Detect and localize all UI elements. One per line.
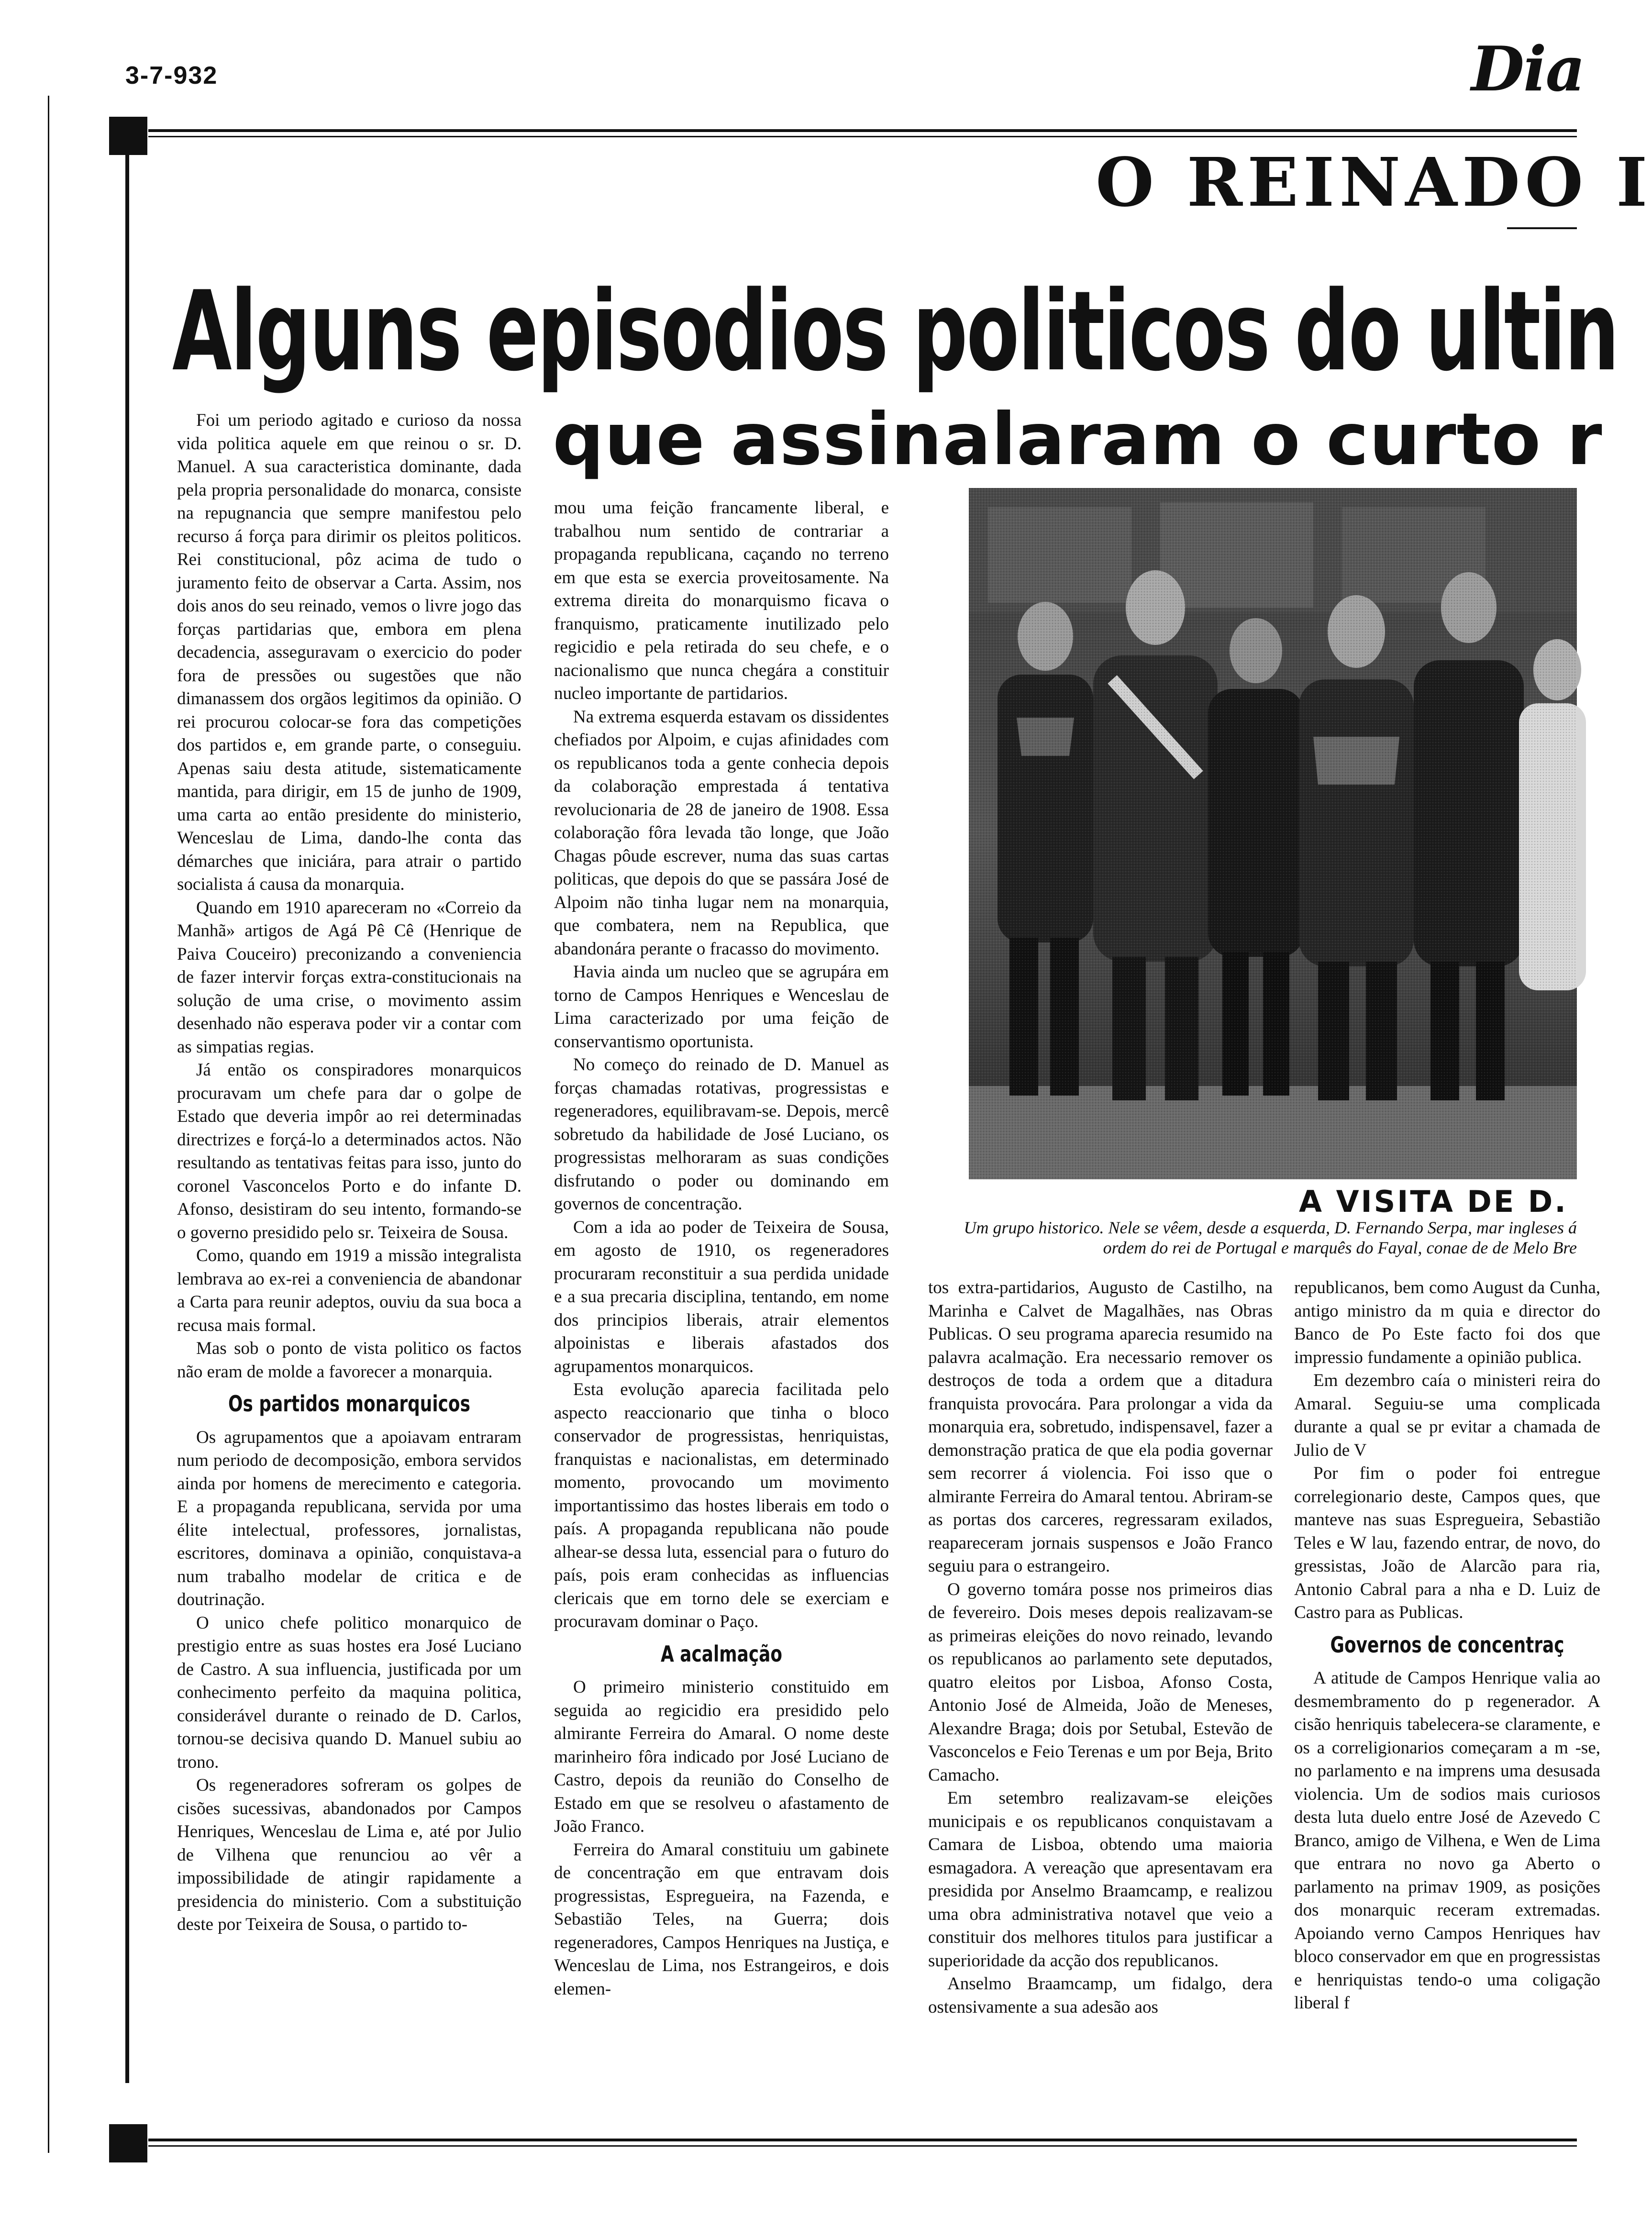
corner-block-top <box>109 117 147 155</box>
paragraph: Ferreira do Amaral constituiu um gabinete de concentração em que entravam dois progressistas, Espregueira, na Fazenda, e Sebastião Teles, na Guerra; dois regeneradores, Campos Henriques na Justiça, e Wenceslau de Lima, nos Estrangeiros, e dois elemen- <box>554 1840 889 1999</box>
article-column-1 <box>177 409 521 1937</box>
paragraph: Como, quando em 1919 a missão integralista lembrava ao ex-rei a conveniencia de abandonar a Carta para reunir adeptos, ouviu da sua boca a recusa mais formal. <box>177 1246 521 1335</box>
photo-caption: Um grupo historico. Nele se vêem, desde a esquerda, D. Fernando Serpa, mar ingleses á ordem do rei de Portugal e marquês do Fayal, conae de de Melo Bre <box>964 1218 1577 1257</box>
paragraph: Os regeneradores sofreram os golpes de cisões sucessivas, abandonados por Campos Henriques, Wenceslau de Lima e, até por Julio de Vilhena que renunciou ao vêr a impossibilidade de atingir rapidamente a presidencia do ministerio. Com a substituição deste por Teixeira de Sousa, o partido to- <box>177 1775 521 1934</box>
photo-title: A VISITA DE D. <box>1299 1184 1568 1219</box>
paragraph: No começo do reinado de D. Manuel as forças chamadas rotativas, progressistas e regeneradores, equilibravam-se. Depois, mercê sobretudo da habilidade de José Luciano, os progressistas melhoraram as suas condições disfrutando o poder ou dominando em governos de concentração. <box>554 1055 889 1214</box>
paragraph: Quando em 1910 apareceram no «Correio da Manhã» artigos de Agá Pê Cê (Henrique de Paiva Couceiro) preconizando a conveniencia de fazer intervir forças extra-constitucionais na solução de uma crise, o movimento assim desenhado não esperava poder vir a contar com as simpatias regias. <box>177 898 521 1057</box>
paragraph: Na extrema esquerda estavam os dissidentes chefiados por Alpoim, e cujas afinidades com os republicanos toda a gente conhecia depois da colaboração emprestada á tentativa revolucionaria de 28 de janeiro de 1908. Essa colaboração fôra levada tão longe, que João Chagas pôude escrever, numa das suas cartas politicas, que depois do que se passára José de Alpoim não tinha lugar nem na monarquia, que combatera, nem na Republica, que abandonára perante o fracasso do movimento. <box>554 707 889 959</box>
paragraph: Os agrupamentos que a apoiavam entraram num periodo de decomposição, embora servidos ainda por homens de merecimento e categoria. E a propaganda republicana, servida por uma élite intelectual, professores, jornalistas, escritores, dominava a opinião, conquistava-a num trabalho modelar de critica e de doutrinação. <box>177 1427 521 1609</box>
newspaper-masthead: Dia <box>1471 33 1585 105</box>
subsection-heading: A acalmação <box>661 1640 782 1667</box>
paragraph: Com a ida ao poder de Teixeira de Sousa, em agosto de 1910, os regeneradores procuraram reconstituir a sua perdida unidade e a sua precaria disciplina, tentando, em nome dos principios liberais, atrair elementos alpoinistas e liberais afastados dos agrupamentos monarquicos. <box>554 1217 889 1376</box>
bottom-rule-thin <box>148 2145 1577 2147</box>
paragraph: mou uma feição francamente liberal, e trabalhou num sentido de contrariar a propaganda republicana, caçando no terreno em que esta se exercia proveitosamente. Na extrema direita do monarquismo ficava o franquismo, praticamente inutilizado pelo regicidio e pela retirada do seu chefe, e o nacionalismo que nunca chegára a constituir nucleo importante de partidarios. <box>554 498 889 703</box>
section-title: O REINADO I <box>1096 144 1652 222</box>
subheadline: que assinalaram o curto r <box>553 398 1603 481</box>
paragraph: A atitude de Campos Henrique valia ao desmembramento do p regenerador. A cisão henriquis tabelecera-se claramente, e os a correligionarios começaram a m -se, no parlamento e na imprens uma desusada violencia. Um de sodios mais curiosos desta luta duelo entre José de Azevedo C Branco, amigo de Vilhena, e Wen de Lima que entrara no novo ga Aberto o parlamento na primav 1909, as posições dos monarquic receram extremadas. Apoiando verno Campos Henriques hav bloco conservador em que en progressistas e henriquistas tendo-o uma coligação liberal f <box>1294 1668 1600 2013</box>
paragraph: Em setembro realizavam-se eleições municipais e os republicanos conquistavam a Camara de Lisboa, obtendo uma maioria esmagadora. A vereação que apresentavam era presidida por Anselmo Braamcamp, e realizou uma obra administrativa notavel que veio a constituir dos melhores titulos para justificar a superioridade da acção dos republicanos. <box>928 1788 1273 1971</box>
subsection-heading: Governos de concentraç <box>1330 1631 1564 1658</box>
paragraph: republicanos, bem como August da Cunha, antigo ministro da m quia e director do Banco de Po Este facto foi dos que impressio fundamente a opinião publica. <box>1294 1278 1600 1367</box>
bottom-rule-thick <box>148 2139 1577 2141</box>
corner-block-bottom <box>109 2124 147 2162</box>
paragraph: Anselmo Braamcamp, um fidalgo, dera ostensivamente a sua adesão aos <box>928 1974 1273 2017</box>
paragraph: Esta evolução aparecia facilitada pelo aspecto reaccionario que tinha o bloco conservador de progressistas, henriquistas, franquistas e nacionalistas, em determinado momento, provocando um movimento importantissimo das hostes liberais em todo o país. A propaganda republicana não poude alhear-se dessa luta, essencial para o futuro do país, pois eram conhecidas as influencias clericais que em torno dele se exerciam e procuravam dominar o Paço. <box>554 1380 889 1631</box>
article-column-2 <box>554 497 889 2001</box>
historic-group-photo <box>969 488 1577 1179</box>
paragraph: O primeiro ministerio constituido em seguida ao regicidio era presidido pelo almirante Ferreira do Amaral. O nome deste marinheiro fôra indicado por José Luciano de Castro, depois da reunião do Conselho de Estado em que se resolveu o afastamento de João Franco. <box>554 1677 889 1836</box>
paragraph: O governo tomára posse nos primeiros dias de fevereiro. Dois meses depois realizavam-se as primeiras eleições do novo reinado, levando os republicanos ao parlamento sete deputados, quatro eleitos por Lisboa, Afonso Costa, Antonio José de Almeida, João de Meneses, Alexandre Braga; dois por Setubal, Estevão de Vasconcelos e Feio Terenas e um por Beja, Brito Camacho. <box>928 1579 1273 1785</box>
paragraph: Em dezembro caía o ministeri reira do Amaral. Seguiu-se uma complicada durante a qual se pr evitar a chamada de Julio de V <box>1294 1371 1600 1460</box>
left-frame-rule <box>125 155 129 2083</box>
subsection-heading: Os partidos monarquicos <box>228 1391 470 1417</box>
paragraph: O unico chefe politico monarquico de prestigio entre as suas hostes era José Luciano de Castro. A sua influencia, justificada por um conhecimento perfeito da maquina politica, considerável durante o reinado de D. Carlos, tornou-se decisiva quando D. Manuel subiu ao trono. <box>177 1613 521 1772</box>
issue-date: 3-7-932 <box>125 62 218 89</box>
article-column-3 <box>928 1276 1273 2019</box>
paragraph: Por fim o poder foi entregue correlegionario deste, Campos ques, que manteve nas suas Espregueira, Sebastião Teles e W lau, fazendo entrar, de novo, do gressistas, João de Alarcão para ria, Antonio Cabral para a nha e D. Luiz de Castro para as Publicas. <box>1294 1463 1600 1622</box>
section-short-rule <box>1507 227 1577 229</box>
top-rule-thin <box>148 136 1577 137</box>
paragraph: Mas sob o ponto de vista politico os factos não eram de molde a favorecer a monarquia. <box>177 1339 521 1382</box>
left-page-edge <box>48 96 49 2153</box>
paragraph: Foi um periodo agitado e curioso da nossa vida politica aquele em que reinou o sr. D. Manuel. A sua caracteristica dominante, dada pela propria personalidade do monarca, consiste na repugnancia que sempre manifestou pelo recurso á força para dirimir os pleitos politicos. Rei constitucional, pôz acima de tudo o juramento feito de observar a Carta. Assim, nos dois anos do seu reinado, vemos o livre jogo das forças partidarias que, embora em plena decadencia, asseguravam o exercicio do poder fora de pressões ou sugestões que não dimanassem dos orgãos legitimos da opinião. O rei procurou colocar-se fora das competições dos partidos e, em grande parte, o conseguiu. Apenas saiu desta atitude, sistematicamente mantida, para dirigir, em 15 de junho de 1909, uma carta ao então presidente do ministerio, Wenceslau de Lima, dando-lhe conta das démarches que iniciára, para atrair o partido socialista á causa da monarquia. <box>177 410 521 894</box>
article-column-4 <box>1294 1276 1600 2015</box>
top-rule-thick <box>148 129 1577 132</box>
paragraph: Havia ainda um nucleo que se agrupára em torno de Campos Henriques e Wenceslau de Lima caracterizado por uma feição de conservantismo oportunista. <box>554 962 889 1052</box>
paragraph: tos extra-partidarios, Augusto de Castilho, na Marinha e Calvet de Magalhães, nas Obras Publicas. O seu programa aparecia resumido na palavra acalmação. Era necessario remover os destroços de toda a ordem que a ditadura franquista provocára. Para prolongar a vida da monarquia era, sobretudo, indispensavel, fazer a demonstração pratica de que ela podia governar sem recorrer á violencia. Foi isso que o almirante Ferreira do Amaral tentou. Abriram-se as portas dos carceres, regressaram exilados, reapareceram jornais suspensos e João Franco seguiu para o estrangeiro. <box>928 1278 1273 1576</box>
headline: Alguns episodios politicos do ultin <box>172 268 1618 396</box>
paragraph: Já então os conspiradores monarquicos procuravam um chefe para dar o golpe de Estado que deveria impôr ao rei determinadas directrizes e forçá-lo a determinados actos. Não resultando as tentativas feitas para isso, junto do coronel Vasconcelos Porto e do infante D. Afonso, desistiram do seu intento, formando-se o governo presidido pelo sr. Teixeira de Sousa. <box>177 1060 521 1242</box>
